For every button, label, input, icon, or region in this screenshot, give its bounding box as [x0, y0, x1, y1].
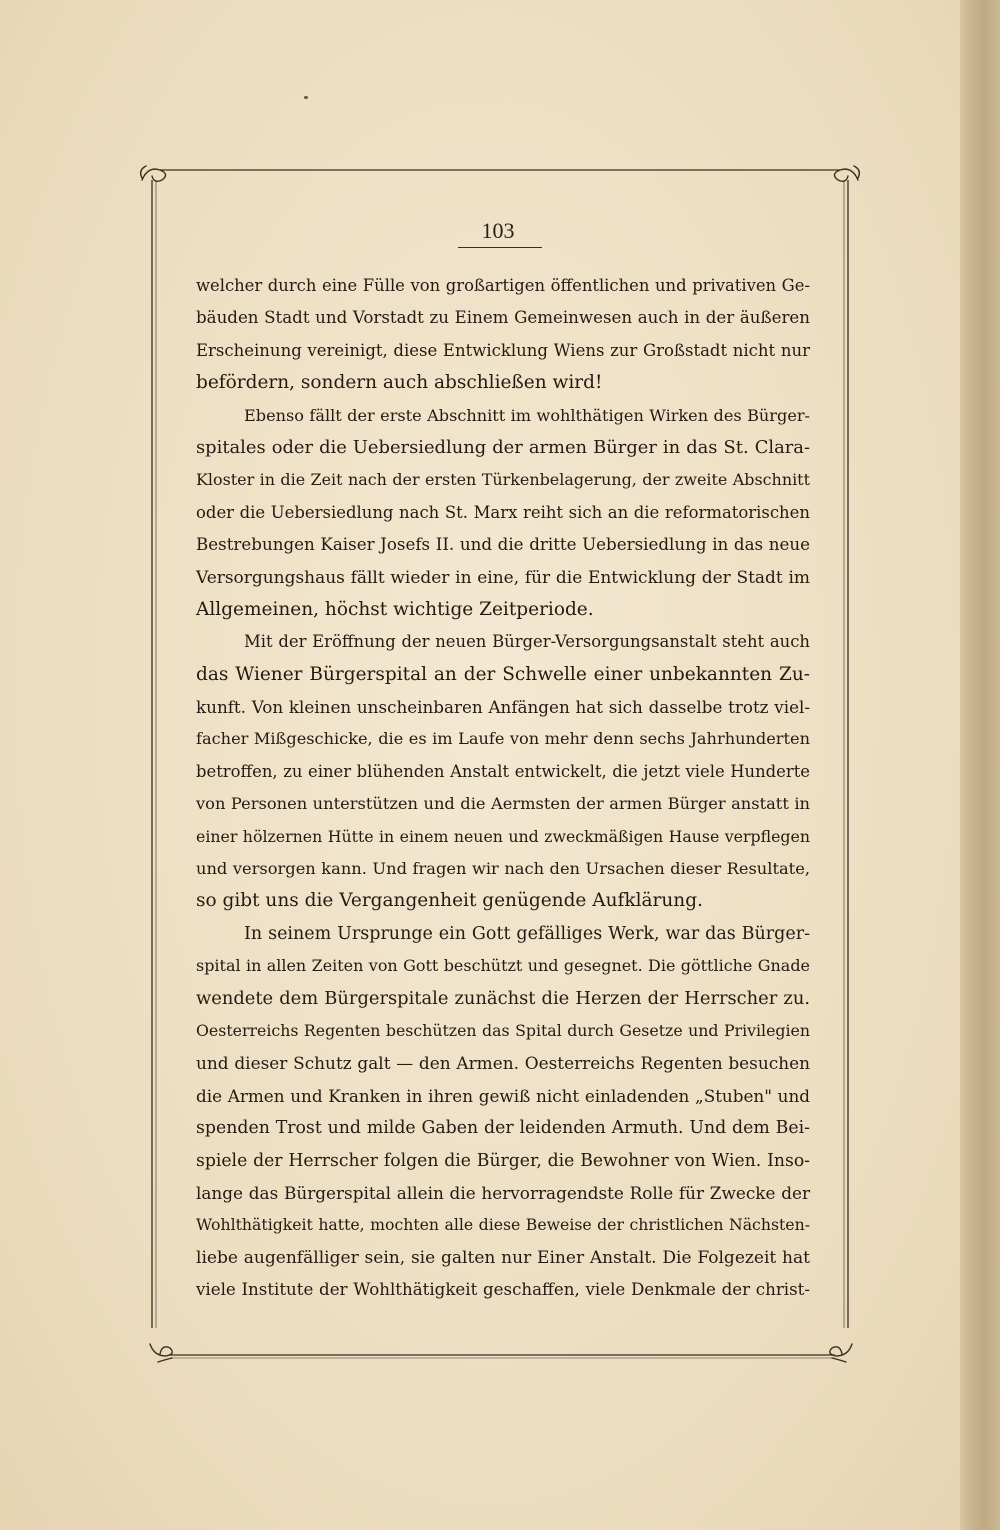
text-line: In seinem Ursprunge ein Gott gefälliges Werk, war das Bürger-	[244, 923, 810, 944]
text-line: liebe augenfälliger sein, sie galten nur Einer Anstalt. Die Folgezeit hat	[196, 1247, 810, 1268]
text-line: von Personen unterstützen und die Aermsten der armen Bürger anstatt in	[196, 794, 810, 814]
page-number: 103	[481, 218, 515, 243]
text-line: Bestrebungen Kaiser Josefs II. und die dritte Uebersiedlung in das neue	[196, 535, 810, 555]
text-line: Kloster in die Zeit nach der ersten Türkenbelagerung, der zweite Abschnitt	[196, 470, 810, 490]
text-line: Ebenso fällt der erste Abschnitt im wohlthätigen Wirken des Bürger-	[244, 405, 810, 425]
text-line: befördern, sondern auch abschließen wird!	[196, 372, 603, 394]
text-line: lange das Bürgerspital allein die hervorragendste Rolle für Zwecke der	[196, 1182, 810, 1203]
text-line: Versorgungshaus fällt wieder in eine, für die Entwicklung der Stadt im	[196, 567, 810, 588]
text-line: Wohlthätigkeit hatte, mochten alle diese Beweise der christlichen Nächsten-	[196, 1215, 810, 1235]
text-line: Mit der Eröffnung der neuen Bürger-Versorgungsanstalt steht auch	[244, 632, 810, 652]
corner-flourish-bottom-left	[150, 1344, 172, 1362]
text-line: Oesterreichs Regenten beschützen das Spital durch Gesetze und Privilegien	[196, 1020, 810, 1040]
text-line: kunft. Von kleinen unscheinbaren Anfängen hat sich dasselbe trotz viel-	[196, 697, 810, 718]
text-line: Erscheinung vereinigt, diese Entwicklung Wiens zur Großstadt nicht nur	[196, 340, 810, 360]
text-line: so gibt uns die Vergangenheit genügende Aufklärung.	[196, 890, 703, 912]
text-line: und versorgen kann. Und fragen wir nach den Ursachen dieser Resultate,	[196, 859, 810, 879]
text-line: und dieser Schutz galt — den Armen. Oesterreichs Regenten besuchen	[196, 1053, 810, 1074]
text-line: die Armen und Kranken in ihren gewiß nicht einladenden „Stuben" und	[196, 1085, 810, 1106]
text-line: spital in allen Zeiten von Gott beschützt und gesegnet. Die göttliche Gnade	[196, 956, 810, 976]
text-line: bäuden Stadt und Vorstadt zu Einem Gemeinwesen auch in der äußeren	[196, 308, 810, 328]
text-line: das Wiener Bürgerspital an der Schwelle einer unbekannten Zu-	[196, 663, 810, 685]
text-line: welcher durch eine Fülle von großartigen öffentlichen und privativen Ge-	[196, 276, 810, 295]
text-line: spenden Trost und milde Gaben der leidenden Armuth. Und dem Bei-	[196, 1118, 810, 1139]
page-number-underline	[458, 247, 542, 248]
text-line: wendete dem Bürgerspitale zunächst die Herzen der Herrscher zu.	[196, 987, 810, 1009]
text-line: facher Mißgeschicke, die es im Laufe von mehr denn sechs Jahrhunderten	[196, 729, 810, 749]
text-line: spiele der Herrscher folgen die Bürger, die Bewohner von Wien. Inso-	[196, 1150, 810, 1171]
body-text	[196, 270, 810, 1307]
text-line: Allgemeinen, höchst wichtige Zeitperiode.	[196, 598, 594, 620]
text-line: viele Institute der Wohlthätigkeit geschaffen, viele Denkmale der christ-	[196, 1280, 810, 1300]
text-line: spitales oder die Uebersiedlung der armen Bürger in das St. Clara-	[196, 436, 810, 458]
corner-flourish-top-right	[834, 166, 859, 181]
corner-flourish-bottom-right	[830, 1344, 852, 1362]
text-line: betroffen, zu einer blühenden Anstalt entwickelt, die jetzt viele Hunderte	[196, 761, 810, 781]
corner-flourish-top-left	[141, 166, 166, 181]
text-line: oder die Uebersiedlung nach St. Marx reiht sich an die reformatorischen	[196, 502, 810, 522]
text-line: einer hölzernen Hütte in einem neuen und zweckmäßigen Hause verpflegen	[196, 826, 810, 846]
